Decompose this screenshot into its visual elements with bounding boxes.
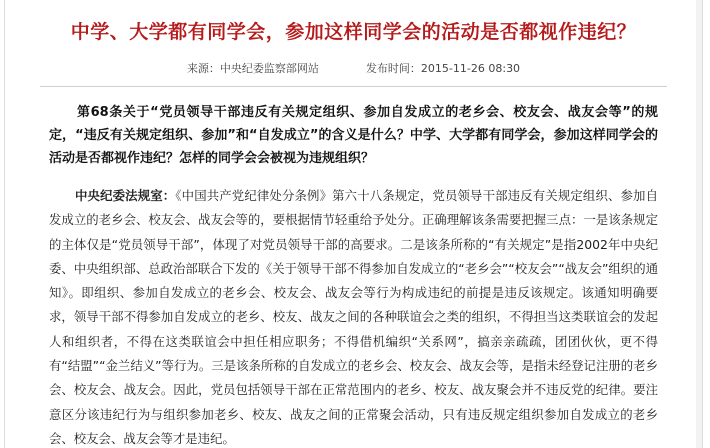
- article-answer: [49, 184, 658, 448]
- answer-text: 《中国共产党纪律处分条例》第六十八条规定，党员领导干部违反有关规定组织、参加自发成立的老乡会、校友会、战友会等的，要根据情节轻重给予处分。正确理解该条需要把握三点：一是该条规定的主体仅是“党员领导干部”，体现了对党员领导干部的高要求。二是该条所称的“有关规定”是指2002年中央纪委、中央组织部、总政治部联合下发的《关于领导干部不得参加自发成立的“老乡会”“校友会”“战友会”组织的通知》。即组织、参加自发成立的老乡会、校友会、战友会等行为构成违纪的前提是违反该规定。该通知明确要求，领导干部不得参加自发成立的老乡、校友、战友之间的各种联谊会之类的组织，不得担当这类联谊会的发起人和组织者，不得在这类联谊会中担任相应职务；不得借机编织“关系网”，搞亲亲疏疏，团团伙伙，更不得有“结盟”“金兰结义”等行为。三是该条所称的自发成立的老乡会、校友会、战友会等，是指未经登记注册的老乡会、校友会、战友会。因此，党员包括领导干部在正常范围内的老乡、校友、战友聚会并不违反党的纪律。要注意区分该违纪行为与组织参加老乡、校友、战友之间的正常聚会活动，只有违反规定组织参加自发成立的老乡会、校友会、战友会等才是违纪。: [49, 188, 658, 446]
- scrollbar-track[interactable]: [696, 0, 702, 448]
- article-page: [4, 0, 703, 448]
- article-question: 第68条关于“党员领导干部违反有关规定组织、参加自发成立的老乡会、校友会、战友会等”的规定，“违反有关规定组织、参加”和“自发成立”的含义是什么？中学、大学都有同学会，参加这样同学会的活动是否都视作违纪？怎样的同学会会被视为违规组织？: [49, 105, 658, 166]
- article-source: 来源：中央纪委监察部网站: [186, 62, 319, 75]
- article-title: 中学、大学都有同学会，参加这样同学会的活动是否都视作违纪？: [70, 21, 637, 43]
- article-date: 发布时间：2015-11-26 08:30: [365, 62, 521, 75]
- answer-label: 中央纪委法规室：: [75, 188, 176, 203]
- article-meta: [40, 60, 667, 87]
